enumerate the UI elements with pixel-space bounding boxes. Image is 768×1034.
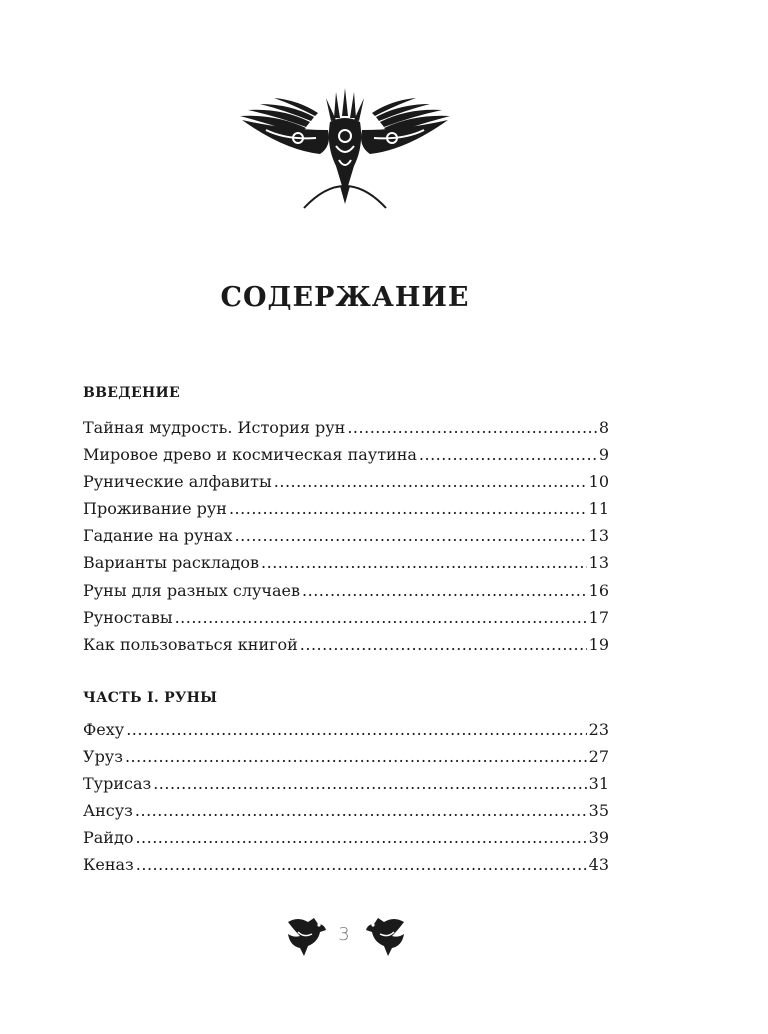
dot-leader <box>261 549 587 576</box>
toc-entry-title: Гадание на рунах <box>83 526 233 546</box>
section-heading-part-one: ЧАСТЬ I. РУНЫ <box>83 690 218 706</box>
toc-entry-page: 10 <box>588 472 609 492</box>
toc-entry-page: 13 <box>588 553 609 573</box>
toc-entry-page: 16 <box>588 580 609 600</box>
bird-icon <box>284 912 330 958</box>
toc-entry-page: 27 <box>588 747 609 767</box>
toc-entry-title: Турисаз <box>83 774 152 794</box>
toc-entry-page: 17 <box>588 607 609 627</box>
toc-entry[interactable] <box>83 414 609 441</box>
page-title: СОДЕРЖАНИЕ <box>220 282 470 313</box>
toc-entry[interactable] <box>83 631 609 658</box>
dot-leader <box>125 743 587 770</box>
dot-leader <box>300 631 587 658</box>
toc-entry-page: 19 <box>588 634 609 654</box>
toc-entry-title: Проживание рун <box>83 499 227 519</box>
toc-list-part-one <box>83 716 609 879</box>
toc-entry-title: Мировое древо и космическая паутина <box>83 445 417 465</box>
toc-entry-title: Ансуз <box>83 801 133 821</box>
toc-entry[interactable] <box>83 441 609 468</box>
dot-leader <box>274 468 587 495</box>
toc-entry-title: Руноставы <box>83 607 173 627</box>
toc-entry-title: Уруз <box>83 747 123 767</box>
toc-entry[interactable] <box>83 797 609 824</box>
toc-entry-page: 31 <box>588 774 609 794</box>
dot-leader <box>235 522 587 549</box>
toc-entry-page: 23 <box>588 720 609 739</box>
dot-leader <box>302 577 587 604</box>
bird-icon <box>362 912 408 958</box>
dot-leader <box>135 797 587 824</box>
dot-leader <box>136 851 587 878</box>
toc-entry[interactable] <box>83 716 609 743</box>
toc-entry-page: 8 <box>598 418 609 437</box>
toc-entry[interactable] <box>83 770 609 797</box>
toc-entry-title: Кеназ <box>83 855 134 875</box>
toc-entry[interactable] <box>83 549 609 576</box>
dot-leader <box>347 414 596 441</box>
toc-entry-title: Райдо <box>83 828 134 848</box>
toc-entry-title: Рунические алфавиты <box>83 472 272 492</box>
dot-leader <box>126 716 586 743</box>
page-footer <box>0 912 768 962</box>
dot-leader <box>229 495 587 522</box>
toc-entry[interactable] <box>83 495 609 522</box>
toc-entry-page: 11 <box>588 499 609 519</box>
dot-leader <box>175 604 587 631</box>
toc-entry-title: Тайная мудрость. История рун <box>83 418 346 437</box>
toc-entry-title: Как пользоваться книгой <box>83 634 298 654</box>
dot-leader <box>135 824 586 851</box>
toc-list-introduction <box>83 414 609 658</box>
toc-entry-page: 35 <box>588 801 609 821</box>
toc-entry-page: 39 <box>588 828 609 848</box>
toc-entry[interactable] <box>83 577 609 604</box>
page-number: 3 <box>338 924 350 945</box>
toc-entry-title: Руны для разных случаев <box>83 580 301 600</box>
winged-bird-ornament-icon <box>236 86 454 210</box>
toc-entry-page: 43 <box>588 855 609 875</box>
toc-entry[interactable] <box>83 604 609 631</box>
toc-entry[interactable] <box>83 851 609 878</box>
section-heading-introduction: ВВЕДЕНИЕ <box>83 385 180 401</box>
toc-entry[interactable] <box>83 824 609 851</box>
dot-leader <box>153 770 586 797</box>
toc-entry[interactable] <box>83 468 609 495</box>
toc-entry[interactable] <box>83 743 609 770</box>
toc-entry-page: 9 <box>598 445 609 465</box>
toc-entry-title: Феху <box>83 720 125 739</box>
toc-entry-page: 13 <box>588 526 609 546</box>
toc-entry[interactable] <box>83 522 609 549</box>
toc-entry-title: Варианты раскладов <box>83 553 260 573</box>
dot-leader <box>419 441 597 468</box>
